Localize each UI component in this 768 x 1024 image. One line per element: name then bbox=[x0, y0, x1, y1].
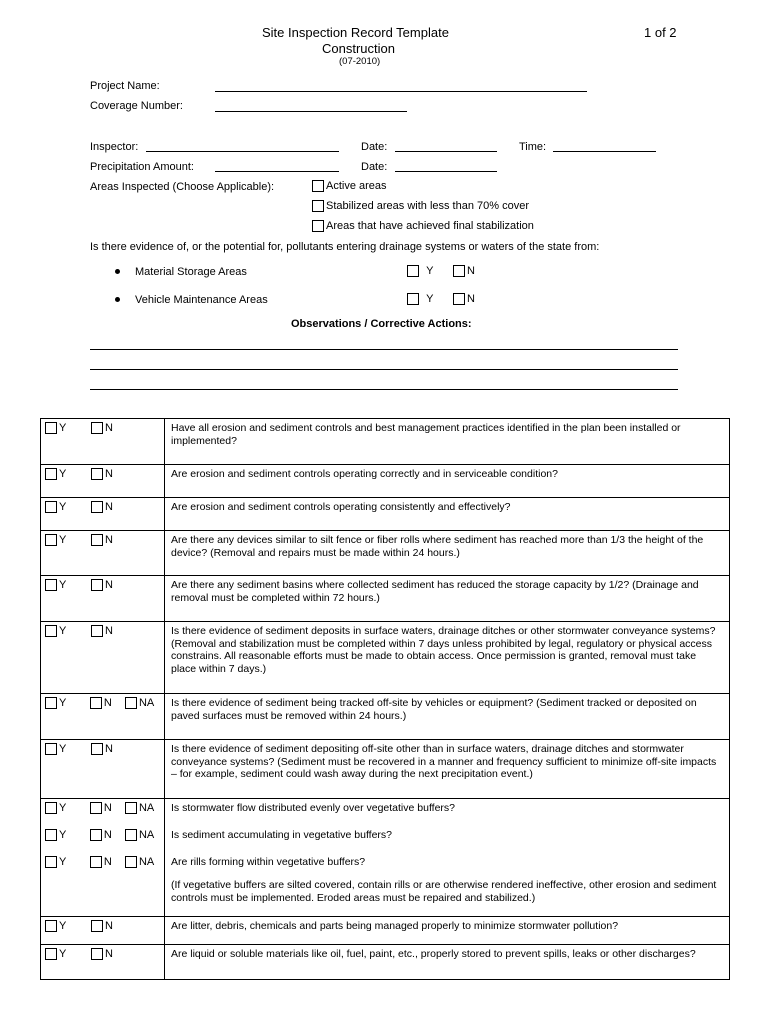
question-text: Are litter, debris, chemicals and parts being managed properly to minimize stormwater pollution? bbox=[171, 920, 619, 932]
no-option[interactable] bbox=[90, 856, 125, 868]
no-option[interactable] bbox=[91, 468, 127, 480]
answer-options bbox=[41, 622, 165, 693]
yes-label: Y bbox=[59, 534, 67, 546]
yes-label: Y bbox=[59, 625, 67, 637]
table-row bbox=[41, 419, 729, 464]
yes-option[interactable] bbox=[45, 802, 90, 814]
no-label: N bbox=[105, 948, 113, 960]
yes-option[interactable] bbox=[45, 856, 90, 868]
no-label: N bbox=[467, 265, 475, 277]
checkbox[interactable] bbox=[45, 468, 57, 480]
no-option[interactable] bbox=[91, 948, 127, 960]
checkbox[interactable] bbox=[45, 501, 57, 513]
yes-label: Y bbox=[426, 265, 434, 277]
na-option[interactable] bbox=[125, 829, 164, 841]
question-text: Have all erosion and sediment controls and best management practices identified in the plan been installed or implemented? bbox=[171, 422, 681, 447]
area-option-active[interactable] bbox=[312, 180, 387, 192]
na-option[interactable] bbox=[125, 697, 164, 709]
table-row bbox=[41, 853, 729, 876]
table-row bbox=[41, 621, 729, 693]
yes-label: Y bbox=[59, 501, 67, 513]
na-option[interactable] bbox=[125, 802, 164, 814]
checkbox[interactable] bbox=[91, 579, 103, 591]
vehicle-maintenance-yes[interactable] bbox=[407, 293, 433, 305]
table-row bbox=[41, 739, 729, 798]
answer-options bbox=[41, 799, 165, 826]
checkbox[interactable] bbox=[90, 829, 102, 841]
yes-option[interactable] bbox=[45, 468, 91, 480]
checkbox[interactable] bbox=[45, 802, 57, 814]
project-name-field[interactable] bbox=[215, 91, 587, 92]
bullet-icon bbox=[115, 269, 120, 274]
na-label: NA bbox=[138, 697, 155, 709]
area-option-label: Stabilized areas with less than 70% cover bbox=[326, 200, 529, 212]
no-label: N bbox=[105, 920, 113, 932]
checkbox[interactable] bbox=[91, 468, 103, 480]
yes-label: Y bbox=[59, 802, 67, 814]
material-storage-no[interactable] bbox=[453, 265, 475, 277]
date-field[interactable] bbox=[395, 151, 497, 152]
question-text: Is there evidence of sediment depositing off-site other than in surface waters, drainage ditches and stormwater conveyance systems? (Sediment must be recovered in a manner and frequency sufficient to minimize off-site impacts – for example, sediment could wash away during the next precipitation event.) bbox=[171, 743, 717, 780]
table-row bbox=[41, 575, 729, 621]
no-label: N bbox=[467, 293, 475, 305]
no-option[interactable] bbox=[91, 625, 127, 637]
question-text: Is there evidence of sediment being tracked off-site by vehicles or equipment? (Sediment tracked or deposited on paved surfaces must be removed within 24 hours.) bbox=[171, 697, 697, 722]
observations-line[interactable] bbox=[90, 349, 678, 350]
no-label: N bbox=[105, 534, 113, 546]
checkbox[interactable] bbox=[125, 829, 137, 841]
no-label: N bbox=[105, 625, 113, 637]
yes-option[interactable] bbox=[45, 743, 91, 755]
area-option-stabilized[interactable] bbox=[312, 200, 529, 212]
checkbox[interactable] bbox=[45, 948, 57, 960]
no-option[interactable] bbox=[91, 743, 127, 755]
answer-options bbox=[41, 465, 165, 497]
checkbox[interactable] bbox=[91, 743, 103, 755]
answer-options bbox=[41, 694, 165, 739]
inspector-label: Inspector: bbox=[90, 141, 139, 153]
answer-options bbox=[41, 740, 165, 798]
precipitation-label: Precipitation Amount: bbox=[90, 161, 194, 173]
checkbox[interactable] bbox=[90, 856, 102, 868]
checkbox[interactable] bbox=[125, 802, 137, 814]
checkbox[interactable] bbox=[45, 534, 57, 546]
pollutant-question: Is there evidence of, or the potential for, pollutants entering drainage systems or waters of the state from: bbox=[90, 241, 600, 253]
bullet-icon bbox=[115, 297, 120, 302]
no-label: N bbox=[103, 856, 112, 868]
no-option[interactable] bbox=[91, 422, 127, 434]
yes-label: Y bbox=[59, 468, 67, 480]
checkbox[interactable] bbox=[45, 920, 57, 932]
checkbox[interactable] bbox=[91, 534, 103, 546]
checkbox[interactable] bbox=[45, 743, 57, 755]
yes-option[interactable] bbox=[45, 948, 91, 960]
checkbox[interactable] bbox=[90, 802, 102, 814]
checkbox[interactable] bbox=[125, 856, 137, 868]
areas-inspected-label: Areas Inspected (Choose Applicable): bbox=[90, 181, 275, 193]
table-row bbox=[41, 693, 729, 739]
checkbox[interactable] bbox=[45, 829, 57, 841]
yes-label: Y bbox=[59, 743, 67, 755]
checkbox[interactable] bbox=[312, 180, 324, 192]
answer-options bbox=[41, 531, 165, 575]
no-option[interactable] bbox=[91, 920, 127, 932]
table-row bbox=[41, 497, 729, 530]
table-row bbox=[41, 798, 729, 826]
checkbox[interactable] bbox=[312, 220, 324, 232]
checkbox[interactable] bbox=[453, 293, 465, 305]
yes-label: Y bbox=[59, 948, 67, 960]
time-label: Time: bbox=[519, 141, 547, 153]
vehicle-maintenance-no[interactable] bbox=[453, 293, 475, 305]
table-row bbox=[41, 916, 729, 944]
question-text: Are liquid or soluble materials like oil, fuel, paint, etc., properly stored to prevent spills, leaks or other discharges? bbox=[171, 948, 696, 960]
vehicle-maintenance-label: Vehicle Maintenance Areas bbox=[135, 294, 268, 306]
yes-label: Y bbox=[59, 422, 67, 434]
yes-option[interactable] bbox=[45, 625, 91, 637]
observations-line[interactable] bbox=[90, 369, 678, 370]
table-row bbox=[41, 944, 729, 979]
table-row bbox=[41, 826, 729, 853]
answer-options bbox=[41, 945, 165, 979]
checkbox[interactable] bbox=[407, 265, 419, 277]
checkbox[interactable] bbox=[90, 697, 102, 709]
checkbox[interactable] bbox=[91, 920, 103, 932]
checklist-table bbox=[40, 418, 730, 980]
area-option-label: Active areas bbox=[326, 180, 387, 192]
doc-title: Site Inspection Record Template bbox=[262, 25, 449, 40]
yes-option[interactable] bbox=[45, 422, 91, 434]
checkbox[interactable] bbox=[45, 856, 57, 868]
na-label: NA bbox=[138, 856, 155, 868]
checkbox[interactable] bbox=[91, 501, 103, 513]
no-option[interactable] bbox=[91, 579, 127, 591]
answer-options bbox=[41, 576, 165, 621]
yes-option[interactable] bbox=[45, 501, 91, 513]
date-label: Date: bbox=[361, 141, 388, 153]
yes-option[interactable] bbox=[45, 697, 90, 709]
checkbox[interactable] bbox=[45, 422, 57, 434]
question-text: Are erosion and sediment controls operating correctly and in serviceable condition? bbox=[171, 468, 558, 480]
observations-title: Observations / Corrective Actions: bbox=[291, 318, 472, 330]
yes-option[interactable] bbox=[45, 920, 91, 932]
yes-label: Y bbox=[59, 856, 67, 868]
table-row bbox=[41, 876, 729, 916]
no-label: N bbox=[105, 501, 113, 513]
no-label: N bbox=[103, 829, 112, 841]
no-option[interactable] bbox=[90, 697, 125, 709]
answer-options bbox=[41, 419, 165, 464]
project-name-label: Project Name: bbox=[90, 80, 160, 92]
time-field[interactable] bbox=[553, 151, 656, 152]
area-option-final[interactable] bbox=[312, 220, 534, 232]
answer-options bbox=[41, 826, 165, 853]
no-label: N bbox=[105, 422, 113, 434]
checkbox[interactable] bbox=[91, 948, 103, 960]
area-option-label: Areas that have achieved final stabilization bbox=[326, 220, 534, 232]
question-text: Are there any sediment basins where collected sediment has reduced the storage capacity by 1/2? (Drainage and removal must be completed within 72 hours.) bbox=[171, 579, 699, 604]
material-storage-yes[interactable] bbox=[407, 265, 433, 277]
precipitation-field[interactable] bbox=[215, 171, 339, 172]
yes-option[interactable] bbox=[45, 579, 91, 591]
question-text: Is stormwater flow distributed evenly over vegetative buffers? bbox=[171, 802, 456, 814]
yes-label: Y bbox=[426, 293, 434, 305]
answer-options bbox=[41, 917, 165, 944]
doc-subtitle: Construction bbox=[322, 41, 395, 56]
table-row bbox=[41, 464, 729, 497]
table-row bbox=[41, 530, 729, 575]
checkbox[interactable] bbox=[125, 697, 137, 709]
question-text: Are rills forming within vegetative buffers? bbox=[171, 856, 366, 868]
yes-label: Y bbox=[59, 697, 67, 709]
na-label: NA bbox=[138, 802, 155, 814]
coverage-number-label: Coverage Number: bbox=[90, 100, 183, 112]
checkbox[interactable] bbox=[45, 625, 57, 637]
question-text: Is sediment accumulating in vegetative buffers? bbox=[171, 829, 393, 841]
answer-options bbox=[41, 876, 165, 916]
checkbox[interactable] bbox=[407, 293, 419, 305]
checkbox[interactable] bbox=[91, 422, 103, 434]
checkbox[interactable] bbox=[312, 200, 324, 212]
na-label: NA bbox=[138, 829, 155, 841]
no-label: N bbox=[105, 579, 113, 591]
doc-version: (07-2010) bbox=[339, 56, 381, 67]
no-option[interactable] bbox=[90, 829, 125, 841]
question-note: (If vegetative buffers are silted covered, contain rills or are otherwise rendered ineffective, other erosion and sediment controls must be implemented. Eroded areas must be repaired and stabilized.) bbox=[171, 879, 717, 904]
date2-label: Date: bbox=[361, 161, 388, 173]
answer-options bbox=[41, 498, 165, 530]
no-label: N bbox=[105, 743, 113, 755]
checkbox[interactable] bbox=[45, 697, 57, 709]
material-storage-label: Material Storage Areas bbox=[135, 266, 247, 278]
coverage-number-field[interactable] bbox=[215, 111, 407, 112]
no-label: N bbox=[105, 468, 113, 480]
checkbox[interactable] bbox=[91, 625, 103, 637]
date2-field[interactable] bbox=[395, 171, 497, 172]
yes-label: Y bbox=[59, 920, 67, 932]
yes-option[interactable] bbox=[45, 829, 90, 841]
yes-label: Y bbox=[59, 579, 67, 591]
page-number: 1 of 2 bbox=[644, 25, 677, 40]
inspector-field[interactable] bbox=[146, 151, 339, 152]
checkbox[interactable] bbox=[45, 579, 57, 591]
no-option[interactable] bbox=[90, 802, 125, 814]
question-text: Is there evidence of sediment deposits in surface waters, drainage ditches or other stormwater conveyance systems? (Removal and stabilization must be completed within 7 days unless prohibited by legal, regulatory or physical access constrains. All reasonable efforts must be made to obtain access. Once permission is granted, removal must take place within 7 days.) bbox=[171, 625, 716, 675]
yes-label: Y bbox=[59, 829, 67, 841]
no-label: N bbox=[103, 697, 112, 709]
na-option[interactable] bbox=[125, 856, 164, 868]
no-option[interactable] bbox=[91, 501, 127, 513]
no-label: N bbox=[103, 802, 112, 814]
answer-options bbox=[41, 853, 165, 876]
no-option[interactable] bbox=[91, 534, 127, 546]
observations-line[interactable] bbox=[90, 389, 678, 390]
yes-option[interactable] bbox=[45, 534, 91, 546]
question-text: Are erosion and sediment controls operating consistently and effectively? bbox=[171, 501, 511, 513]
question-text: Are there any devices similar to silt fence or fiber rolls where sediment has reached more than 1/3 the height of the device? (Removal and repairs must be made within 24 hours.) bbox=[171, 534, 704, 559]
checkbox[interactable] bbox=[453, 265, 465, 277]
